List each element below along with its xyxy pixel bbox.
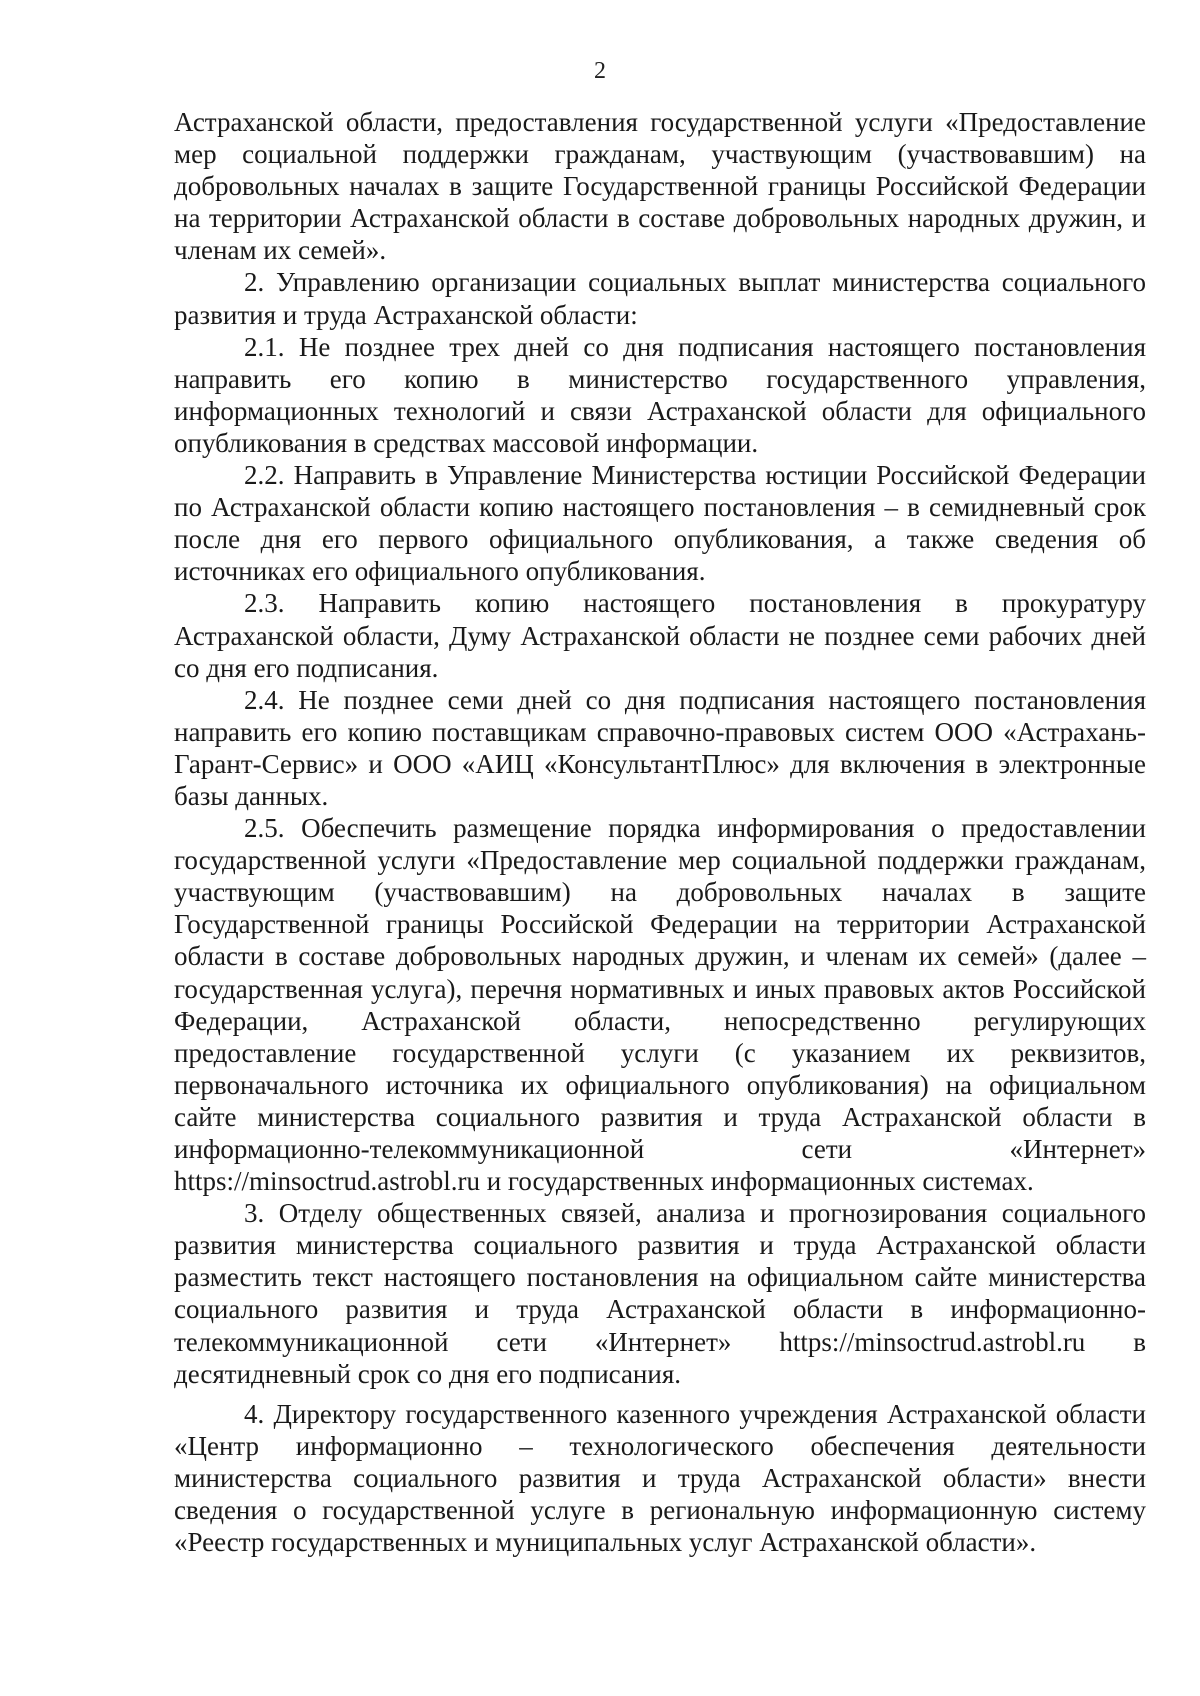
paragraph-item-2-2: 2.2. Направить в Управление Министерства юстиции Российской Федерации по Астраханской области копию настоящего постановления – в семидневный срок после дня его первого официального опубликования, а также сведения об источниках его официального опубликования. [174, 460, 1146, 587]
paragraph-continuation: Астраханской области, предоставления государственной услуги «Предоставление мер социальной поддержки гражданам, участвующим (участвовавшим) на добровольных началах в защите Государственной границы Российской Федерации на территории Астраханской области в составе добровольных народных дружин, и членам их семей». [174, 107, 1146, 266]
document-body [174, 106, 1146, 1558]
paragraph-item-2-1: 2.1. Не позднее трех дней со дня подписания настоящего постановления направить его копию в министерство государственного управления, информационных технологий и связи Астраханской области для официального опубликования в средствах массовой информации. [174, 331, 1146, 458]
paragraph-item-2: 2. Управлению организации социальных выплат министерства социального развития и труда Астраханской области: [174, 267, 1146, 330]
paragraph-item-2-4: 2.4. Не позднее семи дней со дня подписания настоящего постановления направить его копию поставщикам справочно-правовых систем ООО «Астрахань-Гарант-Сервис» и ООО «АИЦ «КонсультантПлюс» для включения в электронные базы данных. [174, 684, 1146, 811]
paragraph-item-4: 4. Директору государственного казенного учреждения Астраханской области «Центр информационно – технологического обеспечения деятельности министерства социального развития и труда Астраханской области» внести сведения о государственной услуге в региональную информационную систему «Реестр государственных и муниципальных услуг Астраханской области». [174, 1398, 1146, 1558]
paragraph-item-2-5: 2.5. Обеспечить размещение порядка информирования о предоставлении государственной услуги «Предоставление мер социальной поддержки гражданам, участвующим (участвовавшим) на добровольных началах в защите Государственной границы Российской Федерации на территории Астраханской области в составе добровольных народных дружин, и членам их семей» (далее – государственная услуга), перечня нормативных и иных правовых актов Российской Федерации, Астраханской области, непосредственно регулирующих предоставление государственной услуги (с указанием их реквизитов, первоначального источника их официального опубликования) на официальном сайте министерства социального развития и труда Астраханской области в информационно-телекоммуникационной сети «Интернет» https://minsoctrud.astrobl.ru и государственных информационных системах. [174, 813, 1146, 1197]
paragraph-item-2-3: 2.3. Направить копию настоящего постановления в прокуратуру Астраханской области, Думу Астраханской области не позднее семи рабочих дней со дня его подписания. [174, 588, 1146, 683]
paragraph-item-3: 3. Отделу общественных связей, анализа и прогнозирования социального развития министерства социального развития и труда Астраханской области разместить текст настоящего постановления на официальном сайте министерства социального развития и труда Астраханской области в информационно-телекоммуникационной сети «Интернет» https://minsoctrud.astrobl.ru в десятидневный срок со дня его подписания. [174, 1198, 1146, 1389]
page-number: 2 [594, 58, 606, 84]
